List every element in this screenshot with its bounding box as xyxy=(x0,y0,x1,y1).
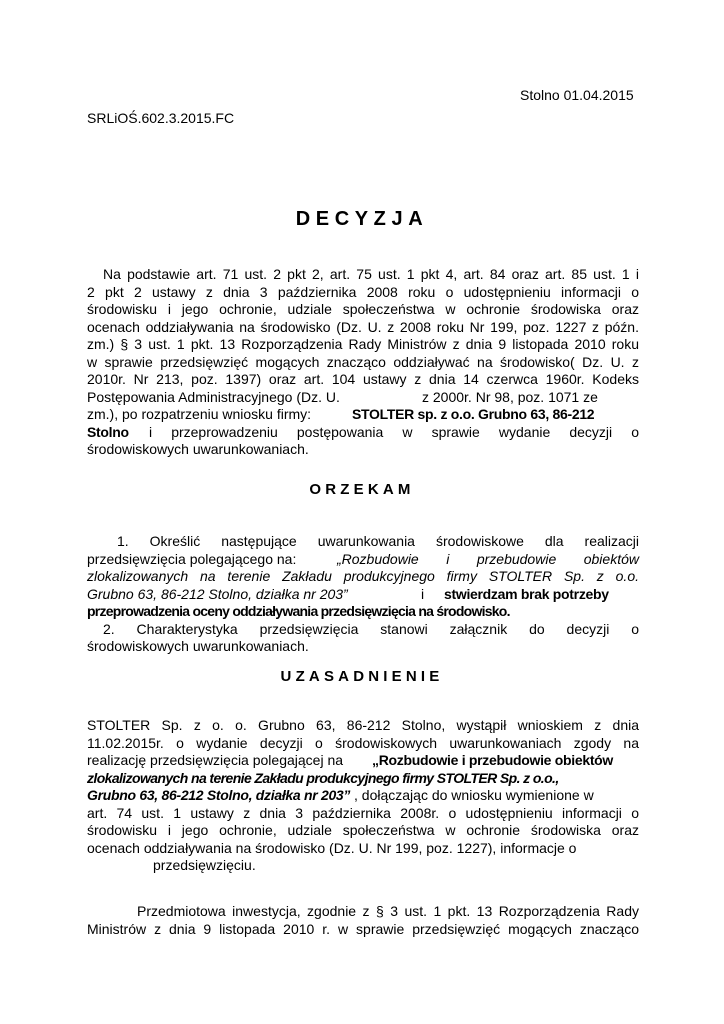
intro-text: i przeprowadzeniu postępowania w sprawie wydanie decyzji o xyxy=(149,423,639,440)
intro-line: Na podstawie art. 71 ust. 2 pkt 2, art. 75 ust. 1 pkt 4, art. 84 oraz art. 85 ust. 1 i xyxy=(103,266,639,282)
intro-line xyxy=(87,389,639,407)
justification-line: przedsięwzięciu. xyxy=(153,857,256,873)
section-heading-uzasadnienie: UZASADNIENIE xyxy=(280,668,444,685)
project-name-bold: „Rozbudowie i przebudowie obiektów xyxy=(372,752,614,768)
intro-line: środowiskowych uwarunkowaniach. xyxy=(87,441,309,457)
justification-line: STOLTER Sp. z o. o. Grubno 63, 86-212 Stolno, wystąpił wnioskiem z dnia xyxy=(87,717,639,733)
decision-item-1-line: 1. Określić następujące uwarunkowania środowiskowe dla realizacji xyxy=(117,533,639,549)
intro-line xyxy=(87,424,639,442)
decision-item-1-line xyxy=(87,551,639,569)
project-name-bold: Grubno 63, 86-212 Stolno, działka nr 203” xyxy=(87,787,351,803)
project-name-italic: zlokalizowanych na terenie Zakładu produkcyjnego firmy STOLTER Sp. z o.o. xyxy=(87,568,639,584)
decision-statement-bold: przeprowadzenia oceny oddziaływania przedsięwzięcia na środowisko. xyxy=(87,603,510,619)
intro-paragraph xyxy=(87,266,639,459)
justification-text: realizację przedsięwzięcia polegającej na xyxy=(87,752,344,768)
justification-line: ocenach oddziaływania na środowisko (Dz. U. Nr 199, poz. 1227), informacje o xyxy=(87,839,577,856)
intro-line xyxy=(87,406,639,424)
decision-text: i xyxy=(421,585,425,602)
document-title: DECYZJA xyxy=(295,208,429,230)
justification-line: art. 74 ust. 1 ustawy z dnia 3 października 2008r. o udostępnieniu informacji o xyxy=(87,804,639,821)
decision-item-1-line xyxy=(87,586,639,604)
intro-line: zm.) § 3 ust. 1 pkt. 13 Rozporządzenia Rady Ministrów z dnia 9 listopada 2010 roku xyxy=(87,336,639,352)
intro-line: ocenach oddziaływania na środowisko (Dz. U. z 2008 roku Nr 199, poz. 1227 z późn. xyxy=(87,318,639,335)
decision-text: przedsięwzięcia polegającego na: xyxy=(87,550,297,567)
justification-line: Ministrów z dnia 9 listopada 2010 r. w sprawie przedsięwzięć mogących znacząco xyxy=(87,920,639,937)
intro-text: zm.), po rozpatrzeniu wniosku firmy: xyxy=(87,406,312,422)
intro-text: Postępowania Administracyjnego (Dz. U. xyxy=(87,388,340,405)
intro-line: 2 pkt 2 ustawy z dnia 3 października 2008 roku o udostępnieniu informacji o xyxy=(87,283,639,300)
project-name-italic: „Rozbudowie i przebudowie obiektów xyxy=(337,550,639,567)
project-name-bold: zlokalizowanych na terenie Zakładu produkcyjnego firmy STOLTER Sp. z o.o., xyxy=(87,769,559,786)
intro-line: środowisku i jego ochronie, udziale społeczeństwa w ochronie środowiska oraz xyxy=(87,301,639,317)
section-heading-orzekam: ORZEKAM xyxy=(309,481,415,498)
reference-number: SRLiOŚ.602.3.2015.FC xyxy=(87,110,235,126)
decision-statement-bold: stwierdzam brak potrzeby xyxy=(444,585,609,602)
intro-line: w sprawie przedsięwzięć mogących znacząco oddziaływać na środowisko( Dz. U. z xyxy=(87,353,639,370)
justification-paragraph xyxy=(87,717,639,875)
justification-paragraph-2 xyxy=(87,903,639,938)
justification-line xyxy=(87,787,639,805)
project-name-italic: Grubno 63, 86-212 Stolno, działka nr 203” xyxy=(87,585,348,602)
justification-line: Przedmiotowa inwestycja, zgodnie z § 3 ust. 1 pkt. 13 Rozporządzenia Rady xyxy=(137,903,639,919)
justification-text: , dołączając do wniosku wymienione w xyxy=(354,787,594,803)
justification-line: środowisku i jego ochronie, udziale społeczeństwa w ochronie środowiska oraz xyxy=(87,822,639,838)
company-name-bold: STOLTER sp. z o.o. Grubno 63, 86-212 xyxy=(352,406,595,422)
justification-line: 11.02.2015r. o wydanie decyzji o środowiskowych uwarunkowaniach zgody na xyxy=(87,734,639,751)
decision-item-2-line: środowiskowych uwarunkowaniach. xyxy=(87,638,309,654)
justification-line xyxy=(87,752,639,770)
intro-line: 2010r. Nr 213, poz. 1397) oraz art. 104 ustawy z dnia 14 czerwca 1960r. Kodeks xyxy=(87,371,639,387)
decision-date: Stolno 01.04.2015 xyxy=(520,87,634,103)
decision-items xyxy=(87,533,639,656)
company-name-bold: Stolno xyxy=(87,423,129,440)
decision-item-2-line: 2. Charakterystyka przedsięwzięcia stanowi załącznik do decyzji o xyxy=(103,620,639,637)
intro-text: z 2000r. Nr 98, poz. 1071 ze xyxy=(422,388,598,405)
